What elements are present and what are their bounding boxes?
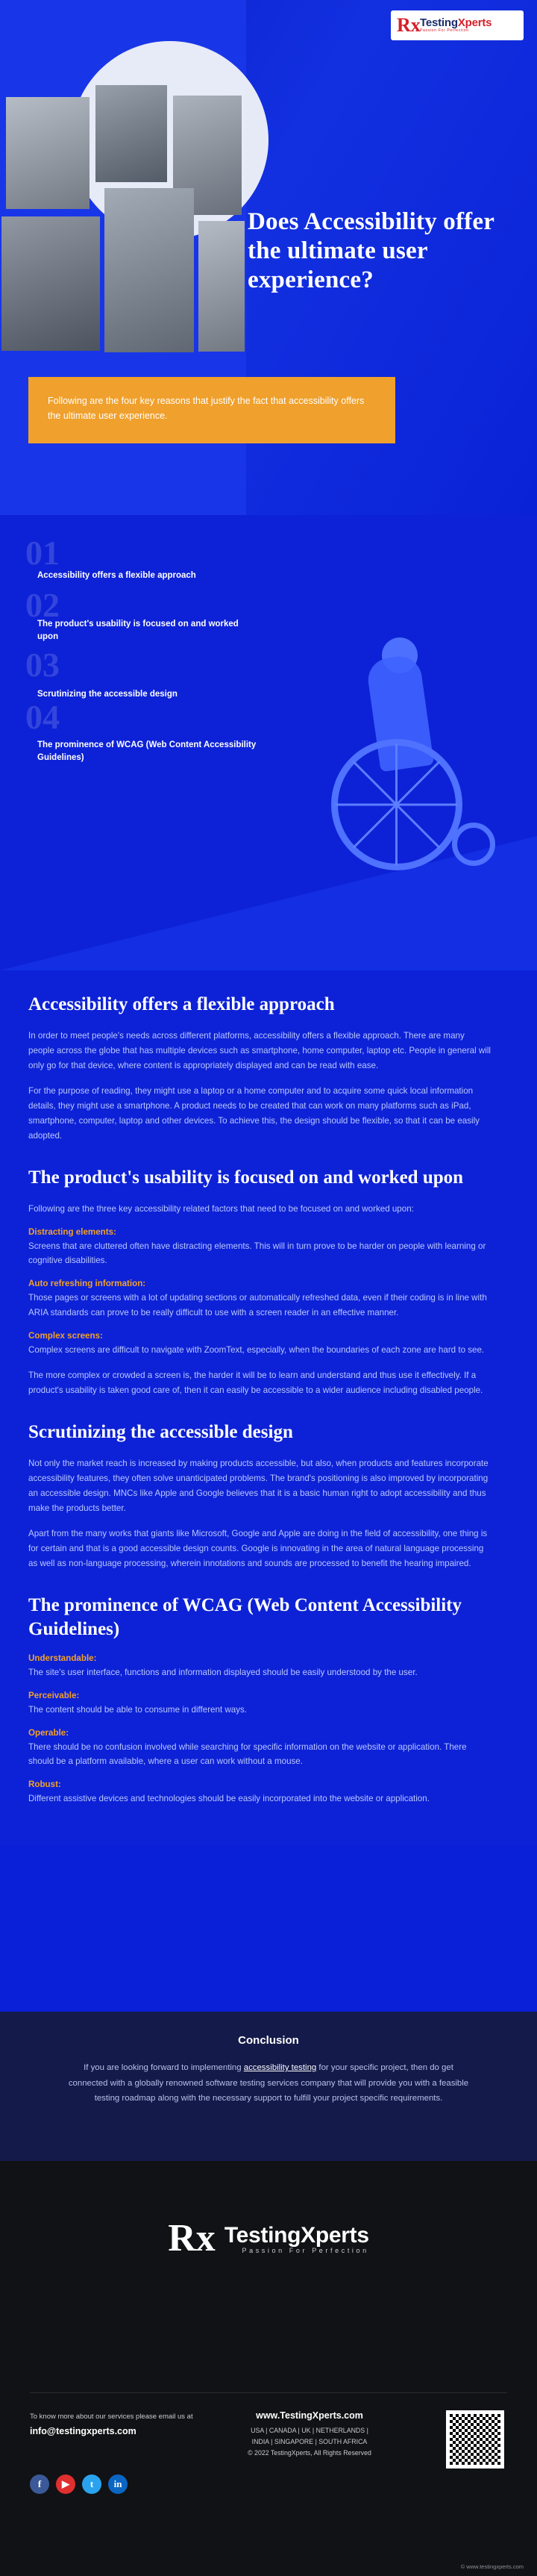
- hero-callout: Following are the four key reasons that justify the fact that accessibility offers the ultimate user experience.: [28, 377, 395, 443]
- photo-person-2: [95, 85, 167, 182]
- section-1-para-1: In order to meet people's needs across different platforms, accessibility offers a flexible approach. There are many people across the globe that has multiple devices such as smartphone, home computer, laptop etc. People in general will only go for that device, where content is appropriately displayed and can be read with ease.: [28, 1031, 491, 1070]
- section-2-sub-1: Distracting elements:: [28, 1226, 116, 1237]
- footer-logo-text: [224, 2223, 369, 2255]
- section-4-sub-1: Understandable:: [28, 1653, 97, 1663]
- section-3-para-1: Not only the market reach is increased by making products accessible, but also, when products and features incorporate accessibility features, they often solve unanticipated problems. The brand's positioning is also improved by incorporating an accessible design. MNCs like Apple and Google believes that it is a basic human right to adopt accessibility and thus make the products better.: [28, 1459, 489, 1513]
- brand-logo-text: [420, 17, 492, 33]
- section-4-sub-2: Perceivable:: [28, 1690, 80, 1700]
- section-2-sub-2: Auto refreshing information:: [28, 1279, 146, 1289]
- footer-website-block: [224, 2410, 395, 2459]
- conclusion-section: [0, 2012, 537, 2161]
- point-number-2: 02: [25, 586, 60, 624]
- brand-tagline: Passion For Perfection: [420, 28, 469, 34]
- point-label-3: Scrutinizing the accessible design: [37, 690, 178, 699]
- point-label-4: The prominence of WCAG (Web Content Accessibility Guidelines): [37, 740, 257, 762]
- section-2-para-1: Screens that are cluttered often have distracting elements. This will in turn prove to be harder on people with learning or cognitive disabilities.: [28, 1241, 486, 1266]
- conclusion-text: [67, 2060, 470, 2106]
- footer-brand-name: TestingXperts: [224, 2222, 369, 2248]
- section-heading-3: Scrutinizing the accessible design: [28, 1422, 293, 1443]
- section-2-para-4: The more complex or crowded a screen is, the harder it will be to learn and understand and thus use it effectively. If a product's usability is taken good care of, then it can easily be accessible to a wider audience including disabled people.: [28, 1370, 483, 1396]
- rx-logo-icon: Rx: [397, 14, 421, 36]
- conclusion-text-before: If you are looking forward to implementing: [84, 2063, 244, 2072]
- rx-logo-icon-footer: Rx: [168, 2217, 216, 2260]
- section-heading-1: Accessibility offers a flexible approach: [28, 994, 335, 1014]
- conclusion-text-after: for your specific project, then do get connected with a globally renowned software testing services company that will provide you with a feasible testing roadmap along with the necessary support to fulfill your project specific requirements.: [68, 2063, 469, 2103]
- footer-contact-line: To know more about our services please email us at: [30, 2413, 193, 2421]
- key-points-section: [0, 515, 537, 970]
- footer-section: [0, 2161, 537, 2576]
- hero-section: [0, 0, 537, 515]
- brand-logo-header: [391, 10, 524, 40]
- section-2-para-3: Complex screens are difficult to navigate with ZoomText, especially, when the boundaries of each zone are hard to see.: [28, 1345, 485, 1356]
- section-4-para-4: Different assistive devices and technologies should be easily incorporated into the website or application.: [28, 1794, 430, 1804]
- point-number-3: 03: [25, 646, 60, 684]
- accessibility-testing-link[interactable]: accessibility testing: [243, 2063, 317, 2072]
- section-4-para-2: The content should be able to consume in different ways.: [28, 1704, 248, 1715]
- hero-photo-collage: [0, 90, 246, 366]
- point-label-2: The product's usability is focused on and worked upon: [37, 620, 239, 641]
- twitter-icon[interactable]: t: [82, 2474, 101, 2494]
- section-4-sub-4: Robust:: [28, 1780, 61, 1790]
- illustration-small-wheel: [452, 823, 495, 866]
- footer-copyright: © 2022 TestingXperts, All Rights Reserved: [248, 2448, 371, 2457]
- footer-bottom-credit: © www.testingxperts.com: [460, 2563, 524, 2570]
- footer-locations-line2: INDIA | SINGAPORE | SOUTH AFRICA: [251, 2437, 368, 2445]
- section-heading-4: The prominence of WCAG (Web Content Accessibility Guidelines): [28, 1594, 462, 1639]
- photo-person-6: [198, 221, 245, 352]
- photo-person-4: [1, 216, 100, 351]
- point-number-4: 04: [25, 698, 60, 736]
- conclusion-heading: Conclusion: [238, 2034, 299, 2047]
- article-body: [0, 970, 537, 1847]
- section-heading-2: The product's usability is focused on and worked upon: [28, 1167, 464, 1188]
- section-2-intro: Following are the three key accessibility related factors that need to be focused on and worked upon:: [28, 1203, 414, 1214]
- photo-person-5: [104, 188, 194, 352]
- footer-divider: [30, 2392, 507, 2393]
- brand-logo-footer: [0, 2219, 537, 2258]
- youtube-icon[interactable]: ▶: [56, 2474, 75, 2494]
- footer-brand-tagline: Passion For Perfection: [242, 2246, 369, 2254]
- qr-code[interactable]: [446, 2410, 504, 2469]
- point-label-1: Accessibility offers a flexible approach: [37, 571, 196, 580]
- section-3-para-2: Apart from the many works that giants like Microsoft, Google and Apple are doing in the field of accessibility, one thing is for certain and that is a good accessible design counts. Google is innovating in the area of natural language processing as well as non-language processing, wherein innotations and sounds are processed to benefit the hearing impaired.: [28, 1528, 488, 1568]
- section-4-para-1: The site's user interface, functions and information displayed should be easily understood by the user.: [28, 1667, 418, 1677]
- photo-person-1: [6, 97, 90, 209]
- section-4-para-3: There should be no confusion involved while searching for specific information on the website or application. There should be a platform available, where a user can work without a mouse.: [28, 1741, 467, 1767]
- page-title: Does Accessibility offer the ultimate user experience?: [248, 208, 494, 293]
- linkedin-icon[interactable]: in: [108, 2474, 128, 2494]
- footer-website[interactable]: www.TestingXperts.com: [256, 2410, 363, 2421]
- social-links: [30, 2474, 128, 2494]
- facebook-icon[interactable]: f: [30, 2474, 49, 2494]
- section-1-para-2: For the purpose of reading, they might use a laptop or a home computer and to acquire some quick local information details, they might use a smartphone. A product needs to be created that can work on many platforms such as iPad, smartphone, computer, laptop and other devices. To achieve this, the design should be flexible, so that it can be easily adopted.: [28, 1085, 480, 1141]
- footer-email[interactable]: info@testingxperts.com: [30, 2425, 136, 2436]
- section-2-para-2: Those pages or screens with a lot of updating sections or automatically refreshed data, even if their coding is in line with ARIA standards can prove to be really difficult to use with a screen reader in an effective manner.: [28, 1293, 487, 1318]
- wheelchair-illustration: [292, 649, 516, 881]
- brand-name: TestingXperts: [420, 16, 492, 30]
- footer-contact-block: [30, 2412, 209, 2436]
- section-2-sub-3: Complex screens:: [28, 1331, 103, 1341]
- section-4-sub-3: Operable:: [28, 1727, 69, 1738]
- point-number-1: 01: [25, 534, 60, 572]
- footer-locations-line1: USA | CANADA | UK | NETHERLANDS |: [251, 2427, 368, 2434]
